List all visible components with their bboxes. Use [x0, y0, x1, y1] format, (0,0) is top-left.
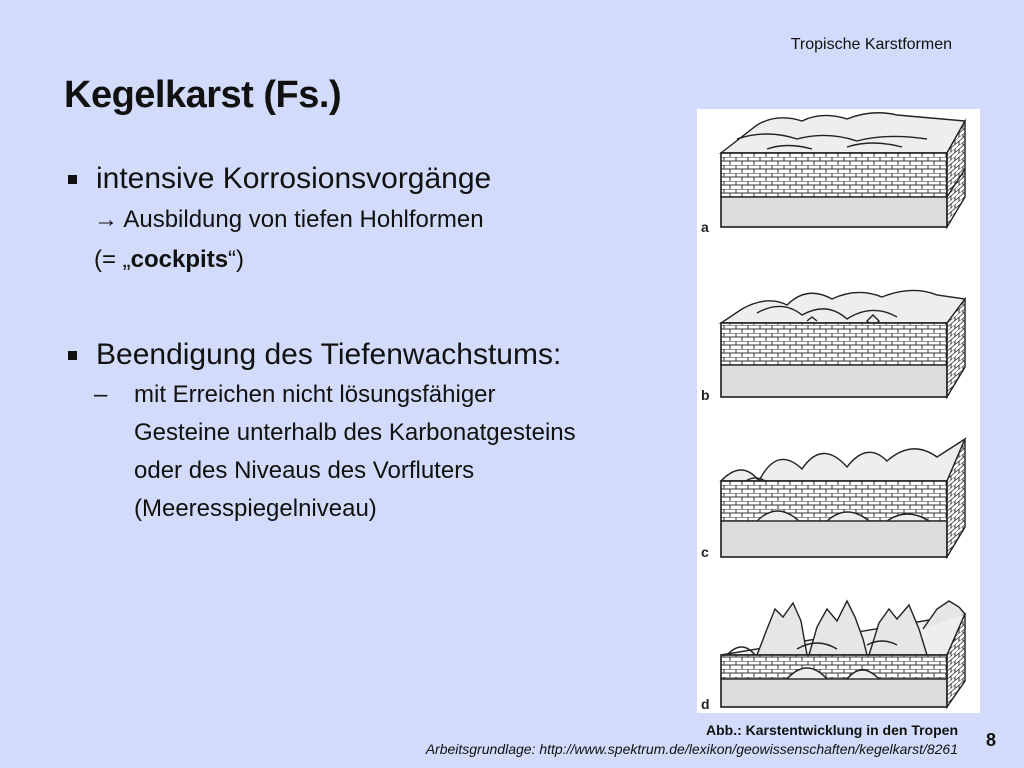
caption-source: Arbeitsgrundlage: http://www.spektrum.de/lexikon/geowissenschaften/kegelkarst/8261 [425, 741, 958, 757]
dash-text [134, 376, 694, 528]
bullet-item [64, 158, 704, 200]
subline-suffix: “) [228, 246, 245, 273]
bullet-list [64, 158, 704, 528]
subline-bold-term: cockpits [130, 246, 229, 273]
karst-block-diagrams [697, 109, 980, 713]
bullet-subline [94, 240, 704, 280]
caption-title: Abb.: Karstentwicklung in den Tropen [705, 722, 958, 738]
page-number: 8 [985, 730, 996, 750]
panel-a-diagram [721, 113, 965, 227]
subline-prefix: (= „ [94, 246, 131, 273]
panel-d-diagram [721, 601, 965, 707]
panel-label: b [701, 387, 710, 403]
dash-bullet: – [94, 381, 108, 408]
panel-label: d [701, 696, 710, 712]
slide-title: Kegelkarst (Fs.) [64, 74, 342, 116]
bullet-item [64, 334, 704, 376]
figure-caption [426, 721, 958, 759]
panel-label: c [701, 544, 709, 560]
panel-b-diagram [721, 290, 965, 397]
square-bullet-icon [68, 175, 77, 184]
bullet-subline: → Ausbildung von tiefen Hohlformen [94, 206, 484, 233]
panel-c-diagram [721, 439, 965, 557]
dash-line: (Meeresspiegelniveau) [134, 495, 377, 522]
panel-label: a [701, 219, 709, 235]
karst-evolution-figure [697, 109, 980, 713]
bullet-text: intensive Korrosionsvorgänge [96, 162, 492, 195]
bullet-text: Beendigung des Tiefenwachstums: [96, 338, 562, 371]
dash-line: Gesteine unterhalb des Karbonatgesteins [134, 419, 576, 446]
dash-line: mit Erreichen nicht lösungsfähiger [134, 381, 496, 408]
dash-line: oder des Niveaus des Vorfluters [134, 457, 475, 484]
slide-topic: Tropische Karstformen [790, 36, 952, 53]
dash-item [94, 376, 704, 528]
square-bullet-icon [68, 351, 77, 360]
